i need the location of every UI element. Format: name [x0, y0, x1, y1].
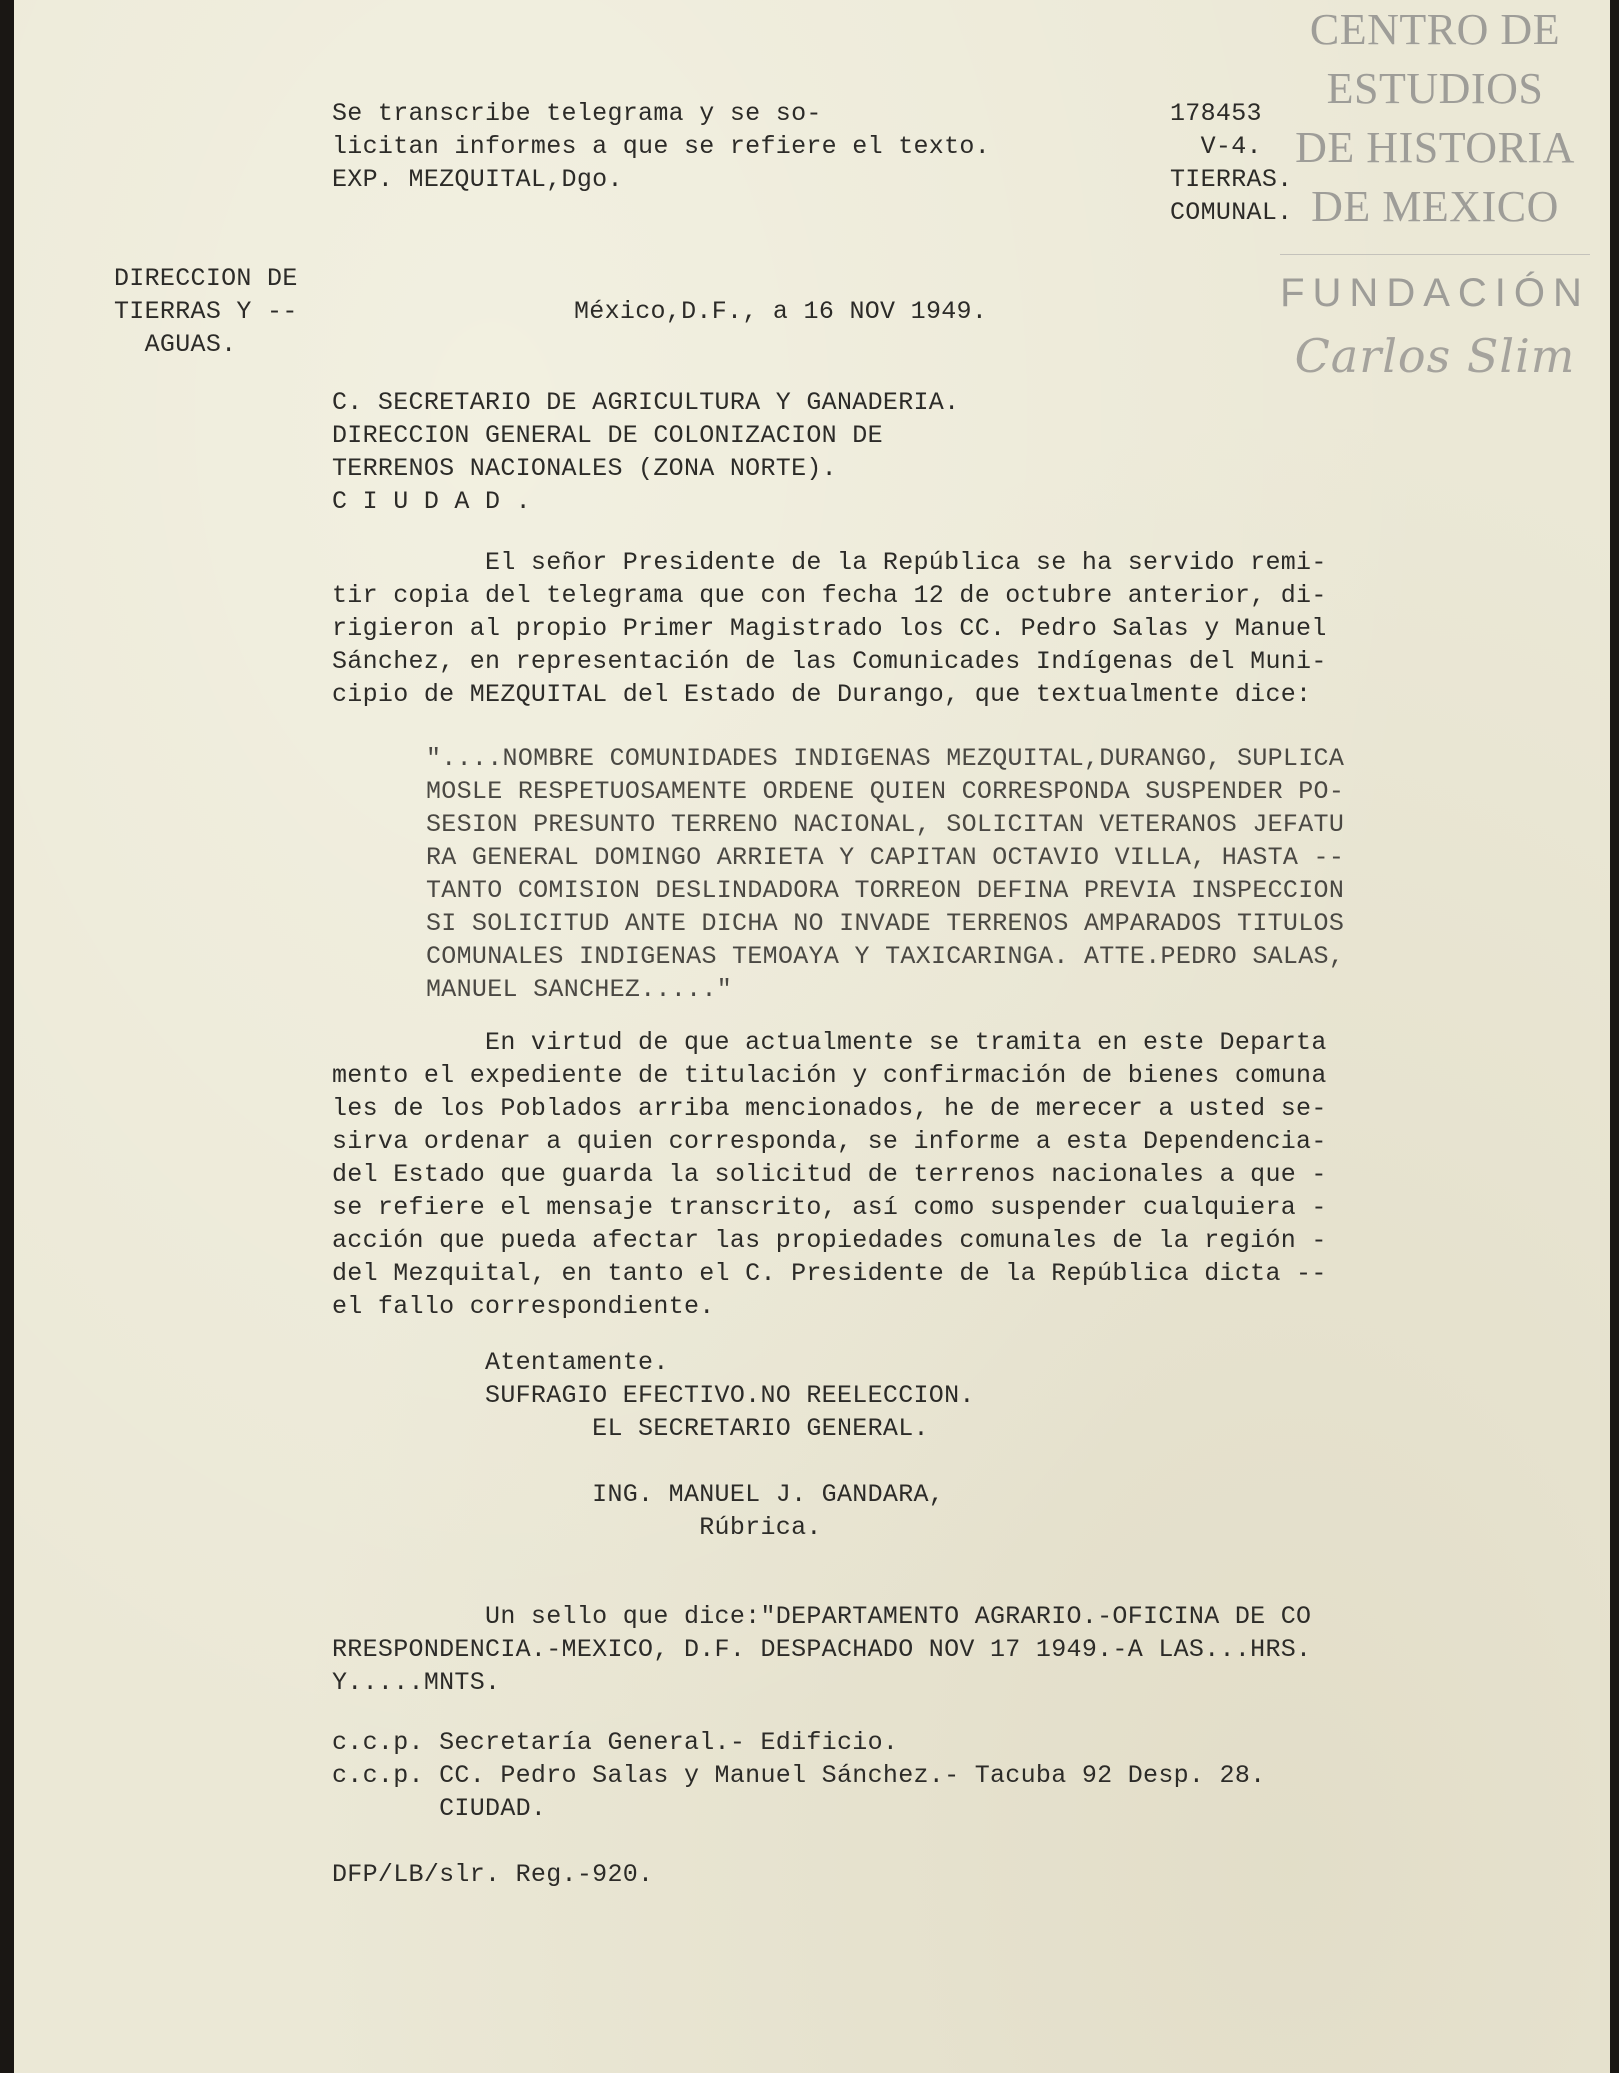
- watermark-fundacion: FUNDACIÓN: [1280, 271, 1590, 315]
- watermark-line-1: CENTRO DE: [1309, 5, 1561, 54]
- file-reference: 178453 V-4. TIERRAS. COMUNAL.: [1170, 99, 1293, 227]
- transcribed-telegram: "....NOMBRE COMUNIDADES INDIGENAS MEZQUITAL,DURANGO, SUPLICA MOSLE RESPETUOSAMENTE ORDENE QUIEN CORRESPONDA SUSPENDER PO- SESION PRESUNTO TERRENO NACIONAL, SOLICITAN VETERANOS JEFATU RA GENERAL DOMINGO ARRIETA Y CAPITAN OCTAVIO VILLA, HASTA -- TANTO COMISION DESLINDADORA TORREON DEFINA PREVIA INSPECCION SI SOLICITUD ANTE DICHA NO INVADE TERRENOS AMPARADOS TITULOS COMUNALES INDIGENAS TEMOAYA Y TAXICARINGA. ATTE.PEDRO SALAS, MANUEL SANCHEZ.....": [426, 744, 1345, 1004]
- addressee-block: C. SECRETARIO DE AGRICULTURA Y GANADERIA. DIRECCION GENERAL DE COLONIZACION DE TERRENOS NACIONALES (ZONA NORTE). C I U D A D .: [332, 388, 960, 516]
- copies-list: c.c.p. Secretaría General.- Edificio. c.c.p. CC. Pedro Salas y Manuel Sánchez.- Tacuba 92 Desp. 28. CIUDAD.: [332, 1728, 1266, 1823]
- body-paragraph-2: En virtud de que actualmente se tramita en este Departa mento el expediente de titulación y confirmación de bienes comuna les de los Poblados arriba mencionados, he de merecer a usted se- sirva ordenar a quien corresponda, se informe a esta Dependencia- del Estado que guarda la solicitud de terrenos nacionales a que - se refiere el mensaje transcrito, así como suspender cualquiera - acción que pueda afectar las propiedades comunales de la región - del Mezquital, en tanto el C. Presidente de la República dicta -- el fallo correspondiente.: [332, 1028, 1327, 1321]
- sender-department: DIRECCION DE TIERRAS Y -- AGUAS.: [114, 264, 298, 359]
- archive-watermark: [1270, 0, 1600, 383]
- subject-line: Se transcribe telegrama y se so- licitan informes a que se refiere el texto. EXP. MEZQUITAL,Dgo.: [332, 99, 991, 194]
- watermark-line-3: DE HISTORIA: [1295, 123, 1575, 172]
- stamp-note: Un sello que dice:"DEPARTAMENTO AGRARIO.-OFICINA DE CO RRESPONDENCIA.-MEXICO, D.F. DESPACHADO NOV 17 1949.-A LAS...HRS. Y.....MNTS.: [332, 1602, 1312, 1697]
- body-paragraph-1: El señor Presidente de la República se ha servido remi- tir copia del telegrama que con fecha 12 de octubre anterior, di- rigieron al propio Primer Magistrado los CC. Pedro Salas y Manuel Sánchez, en representación de las Comunicades Indígenas del Muni- cipio de MEZQUITAL del Estado de Durango, que textualmente dice:: [332, 548, 1327, 709]
- watermark-line-2: ESTUDIOS: [1326, 64, 1544, 113]
- document-page: [14, 0, 1610, 2073]
- reference-initials: DFP/LB/slr. Reg.-920.: [332, 1860, 654, 1889]
- watermark-line-4: DE MEXICO: [1311, 182, 1559, 231]
- place-and-date: México,D.F., a 16 NOV 1949.: [574, 297, 988, 326]
- closing-signature-block: Atentamente. SUFRAGIO EFECTIVO.NO REELECCION. EL SECRETARIO GENERAL. ING. MANUEL J. GANDARA, Rúbrica.: [485, 1348, 975, 1542]
- watermark-divider: [1280, 254, 1590, 255]
- watermark-signature-logo: Carlos Slim: [1294, 329, 1576, 383]
